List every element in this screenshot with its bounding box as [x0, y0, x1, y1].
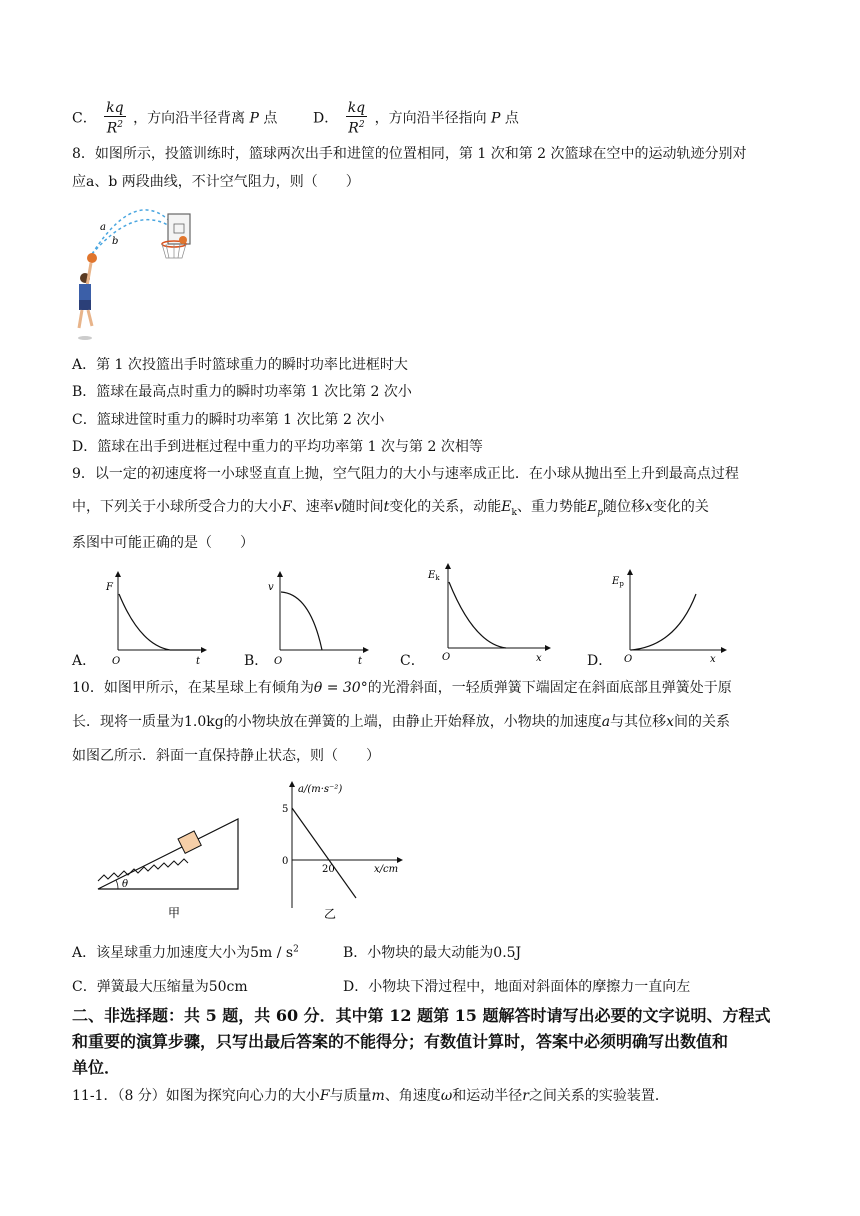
curve [119, 594, 200, 650]
option-label: D． [313, 110, 339, 127]
incline [98, 819, 238, 889]
q10-stem-line3: 如图乙所示．斜面一直保持静止状态，则（ ） [72, 748, 380, 764]
q9-stem-line2: 中，下列关于小球所受合力的大小F、速率v随时间t变化的关系，动能$E_k$、重力势能$E_p$随位移x变化的关 [72, 499, 709, 518]
ball [87, 253, 97, 263]
q7-option-d: D． $\frac{kq}{R^2}$ ，方向沿半径指向 P 点 [313, 100, 519, 137]
curve [631, 594, 696, 650]
q10-option-c: C．弹簧最大压缩量为50cm [72, 979, 248, 995]
incline-figure [92, 805, 252, 925]
q8-stem-line1: 8．如图所示，投篮训练时，篮球两次出手和进筐的位置相同，第 1 次和第 2 次篮球在空中的运动轨迹分别对 [72, 146, 747, 162]
y-axis-label: v [268, 582, 274, 593]
origin-label: O [442, 652, 451, 662]
origin-label: O [624, 654, 633, 665]
y-axis-label: a/(m·s⁻²) [298, 784, 343, 795]
q9-label-b: B． [244, 653, 269, 669]
q10-option-a: A．该星球重力加速度大小为$5m / s^2$ [72, 944, 299, 961]
y-tick-label: 5 [282, 804, 289, 815]
figure-label-yi: 乙 [324, 907, 337, 921]
a-x-line [292, 808, 356, 898]
q8-option-b: B．篮球在最高点时重力的瞬时功率第 1 次比第 2 次小 [72, 384, 412, 400]
label-a: a [100, 222, 106, 233]
q9-graph-c [424, 562, 554, 662]
x-axis-label: t [358, 656, 363, 667]
fraction: $\frac{kq}{R^2}$ [106, 100, 124, 137]
origin-label: O [112, 656, 121, 667]
x-axis-label: x [536, 653, 542, 662]
y-axis-label: $E_k$ [428, 570, 440, 582]
q8-option-a: A．第 1 次投篮出手时篮球重力的瞬时功率比进框时大 [72, 357, 408, 373]
a-x-graph [270, 778, 410, 928]
section2-line3: 单位． [72, 1058, 121, 1077]
q9-label-c: C． [400, 653, 425, 669]
q9-graph-b [262, 570, 372, 670]
q10-stem-line1: 10．如图甲所示，在某星球上有倾角为θ = 30°的光滑斜面，一轻质弹簧下端固定在斜面底部且弹簧处于原 [72, 680, 732, 696]
q10-option-b: B．小物块的最大动能为0.5J [343, 945, 522, 961]
option-label: C． [72, 110, 97, 127]
q9-label-d: D． [587, 653, 613, 669]
x-axis-label: t [196, 656, 201, 667]
y-axis-label: F [106, 582, 113, 593]
x-tick-label: 20 [322, 864, 335, 875]
label-b: b [112, 236, 119, 247]
q8-option-d: D．篮球在出手到进框过程中重力的平均功率第 1 次与第 2 次相等 [72, 439, 483, 455]
origin-label: O [274, 656, 283, 667]
q11-stem: 11-1．（8 分）如图为探究向心力的大小F与质量m、角速度ω和运动半径r之间关系的实验装置． [72, 1088, 669, 1104]
x-axis-label: x/cm [374, 864, 399, 875]
origin-label: 0 [282, 856, 289, 867]
q9-graph-d [606, 568, 736, 668]
q9-label-a: A． [72, 653, 97, 669]
fraction: $\frac{kq}{R^2}$ [347, 100, 366, 137]
x-axis-label: x [710, 654, 716, 665]
y-axis-label: $E_p$ [612, 576, 624, 588]
q10-stem-line2: 长．现将一质量为1.0kg的小物块放在弹簧的上端，由静止开始释放，小物块的加速度a与其位移x间的关系 [72, 714, 730, 730]
theta-label: θ [122, 879, 129, 890]
q10-option-d: D．小物块下滑过程中，地面对斜面体的摩擦力一直向左 [343, 979, 691, 995]
q9-graph-a [100, 570, 210, 670]
section2-line1: 二、非选择题：共 5 题，共 60 分．其中第 12 题第 15 题解答时请写出必要的文字说明、方程式 [72, 1006, 771, 1025]
curve [281, 592, 322, 650]
q9-stem-line1: 9．以一定的初速度将一小球竖直直上抛，空气阻力的大小与速率成正比．在小球从抛出至上升到最高点过程 [72, 466, 739, 482]
q8-stem-line2: 应a、b 两段曲线，不计空气阻力，则（ ） [72, 174, 360, 190]
q8-option-c: C．篮球进筐时重力的瞬时功率第 1 次比第 2 次小 [72, 412, 385, 428]
player-body [79, 284, 91, 302]
player-arm [87, 263, 91, 286]
q9-stem-line3: 系图中可能正确的是（ ） [72, 535, 254, 551]
curve [449, 582, 506, 648]
q7-option-c: C． $\frac{kq}{R^2}$ ，方向沿半径背离 P 点 [72, 100, 278, 137]
figure-label-jia: 甲 [168, 906, 181, 920]
basketball-figure [72, 196, 212, 346]
section2-line2: 和重要的演算步骤，只写出最后答案的不能得分；有数值计算时，答案中必须明确写出数值和 [72, 1032, 729, 1051]
